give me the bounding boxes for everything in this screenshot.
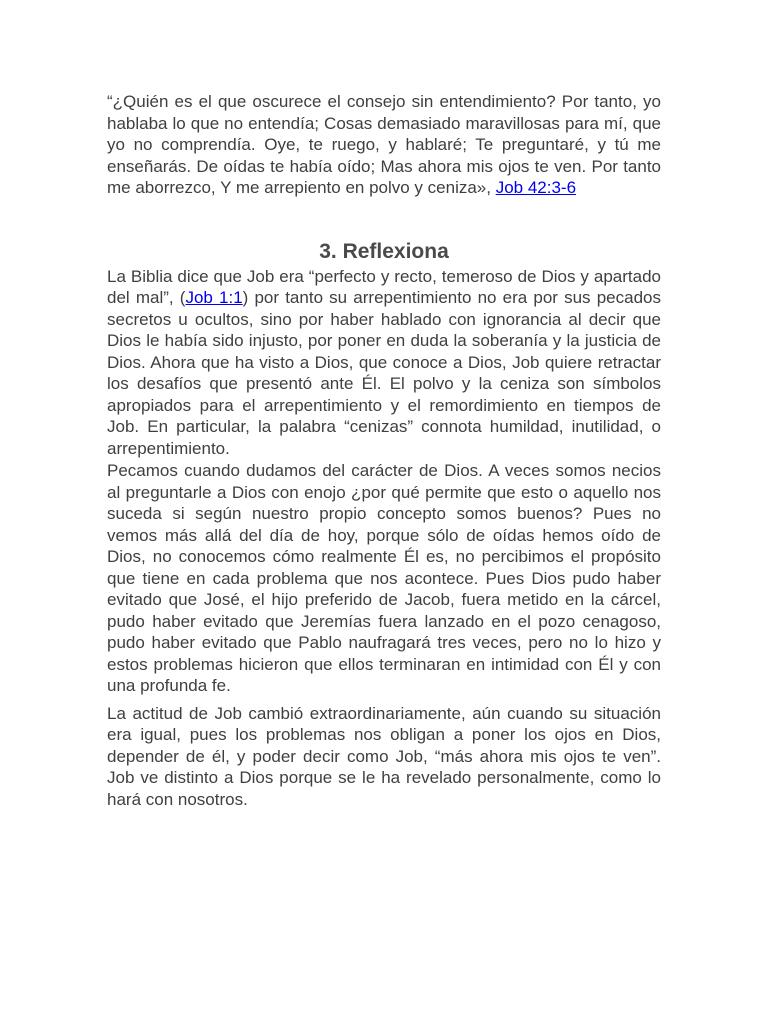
section-heading: 3. Reflexiona xyxy=(319,239,449,263)
scripture-quote-paragraph xyxy=(107,91,661,199)
body-paragraph-1 xyxy=(107,266,661,460)
document-page xyxy=(107,91,661,810)
body-paragraph-2: Pecamos cuando dudamos del carácter de Dios. A veces somos necios al preguntarle a Dios con enojo ¿por qué permite que esto o aquello nos suceda si según nuestro propio concepto somos buenos? Pues no vemos más allá del día de hoy, porque sólo de oídas hemos oído de Dios, no conocemos cómo realmente Él es, no percibimos el propósito que tiene en cada problema que nos acontece. Pues Dios pudo haber evitado que José, el hijo preferido de Jacob, fuera metido en la cárcel, pudo haber evitado que Jeremías fuera lanzado en el pozo cenagoso, pudo haber evitado que Pablo naufragará tres veces, pero no lo hizo y estos problemas hicieron que ellos terminaran en intimidad con Él y con una profunda fe. xyxy=(107,461,661,695)
scripture-link-job-1[interactable]: Job 1:1 xyxy=(185,288,243,307)
scripture-quote-text: “¿Quién es el que oscurece el consejo sin entendimiento? Por tanto, yo hablaba lo que no entendía; Cosas demasiado maravillosas para mí, que yo no comprendía. Oye, te ruego, y hablaré; Te preguntaré, y tú me enseñarás. De oídas te había oído; Mas ahora mis ojos te ven. Por tanto me aborrezco, Y me arrepiento en polvo y ceniza», xyxy=(107,92,661,197)
paragraph-1-text-end: ) por tanto su arrepentimiento no era por sus pecados secretos u ocultos, sino por haber hablado con ignorancia al decir que Dios le había sido injusto, por poner en duda la soberanía y la justicia de Dios. Ahora que ha visto a Dios, que conoce a Dios, Job quiere retractar los desafíos que presentó ante Él. El polvo y la ceniza son símbolos apropiados para el arrepentimiento y el remordimiento en tiempos de Job. En particular, la palabra “cenizas” connota humildad, inutilidad, o arrepentimiento. xyxy=(107,288,661,458)
scripture-link-job-42[interactable]: Job 42:3-6 xyxy=(495,178,577,197)
paragraph-1-text-start: La Biblia dice que Job era “perfecto y recto, temeroso de Dios y apartado del mal”, ( xyxy=(107,266,661,307)
body-paragraph-3: La actitud de Job cambió extraordinariamente, aún cuando su situación era igual, pues los problemas nos obligan a poner los ojos en Dios, depender de él, y poder decir como Job, “más ahora mis ojos te ven”. Job ve distinto a Dios porque se le ha revelado personalmente, como lo hará con nosotros. xyxy=(107,703,661,809)
